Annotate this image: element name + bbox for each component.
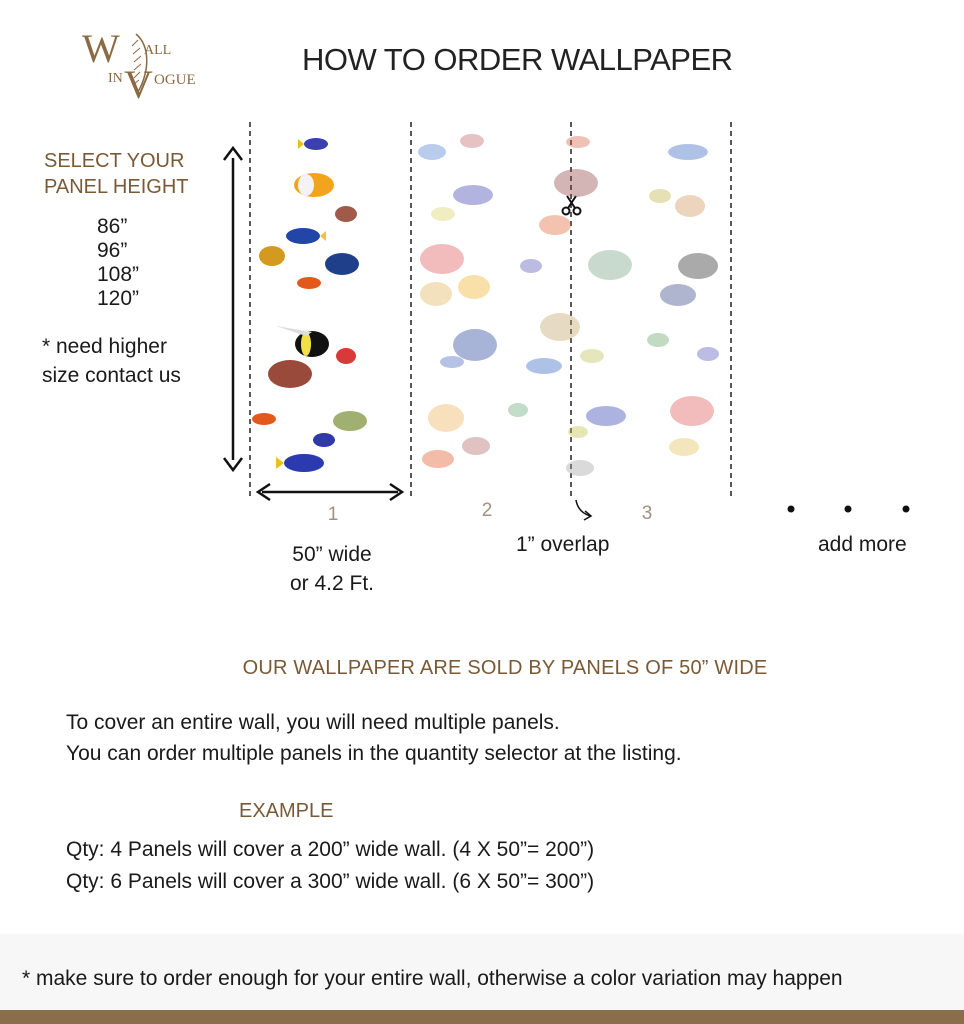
panel-height-label: SELECT YOUR PANEL HEIGHT bbox=[44, 150, 189, 198]
more-dots-icon bbox=[788, 506, 910, 513]
panel-number-1: 1 bbox=[327, 504, 339, 525]
overlap-note: 1” overlap bbox=[516, 533, 610, 556]
height-option-120[interactable]: 120” bbox=[97, 287, 140, 310]
example-line-4-panels: Qty: 4 Panels will cover a 200” wide wall. (4 X 50”= 200”) bbox=[66, 838, 595, 861]
logo-text-ogue: OGUE bbox=[154, 72, 196, 88]
example-heading: EXAMPLE bbox=[239, 800, 334, 822]
example-line-6-panels: Qty: 6 Panels will cover a 300” wide wall. (6 X 50”= 300”) bbox=[66, 870, 595, 893]
add-more-label: add more bbox=[818, 533, 907, 556]
bottom-bar bbox=[0, 1010, 964, 1024]
height-option-86[interactable]: 86” bbox=[97, 215, 128, 238]
logo-text-in: IN bbox=[108, 71, 123, 86]
page-title: HOW TO ORDER WALLPAPER bbox=[302, 42, 733, 77]
fish-pattern-panel-3 bbox=[554, 136, 719, 476]
svg-text:V: V bbox=[124, 62, 153, 102]
width-arrow-icon bbox=[258, 484, 402, 500]
logo-text-all: ALL bbox=[144, 43, 172, 58]
svg-text:W: W bbox=[82, 26, 120, 71]
height-arrow-icon bbox=[224, 148, 242, 470]
overlap-arrow-icon bbox=[576, 500, 591, 520]
fish-pattern-panel-1 bbox=[252, 138, 367, 472]
example-list bbox=[66, 834, 594, 898]
panel-number-3: 3 bbox=[641, 503, 653, 524]
contact-note: * need higher size contact us bbox=[42, 335, 181, 387]
panel-width-note: 50” wide or 4.2 Ft. bbox=[289, 543, 375, 595]
sold-by-heading: OUR WALLPAPER ARE SOLD BY PANELS OF 50” WIDE bbox=[242, 657, 768, 679]
panel-number-2: 2 bbox=[481, 500, 493, 521]
height-option-96[interactable]: 96” bbox=[97, 239, 128, 262]
height-option-108[interactable]: 108” bbox=[97, 263, 140, 286]
footer-note: * make sure to order enough for your entire wall, otherwise a color variation may happen bbox=[22, 967, 843, 990]
cover-instructions: To cover an entire wall, you will need multiple panels. You can order multiple panels in the quantity selector at the listing. bbox=[66, 711, 682, 765]
